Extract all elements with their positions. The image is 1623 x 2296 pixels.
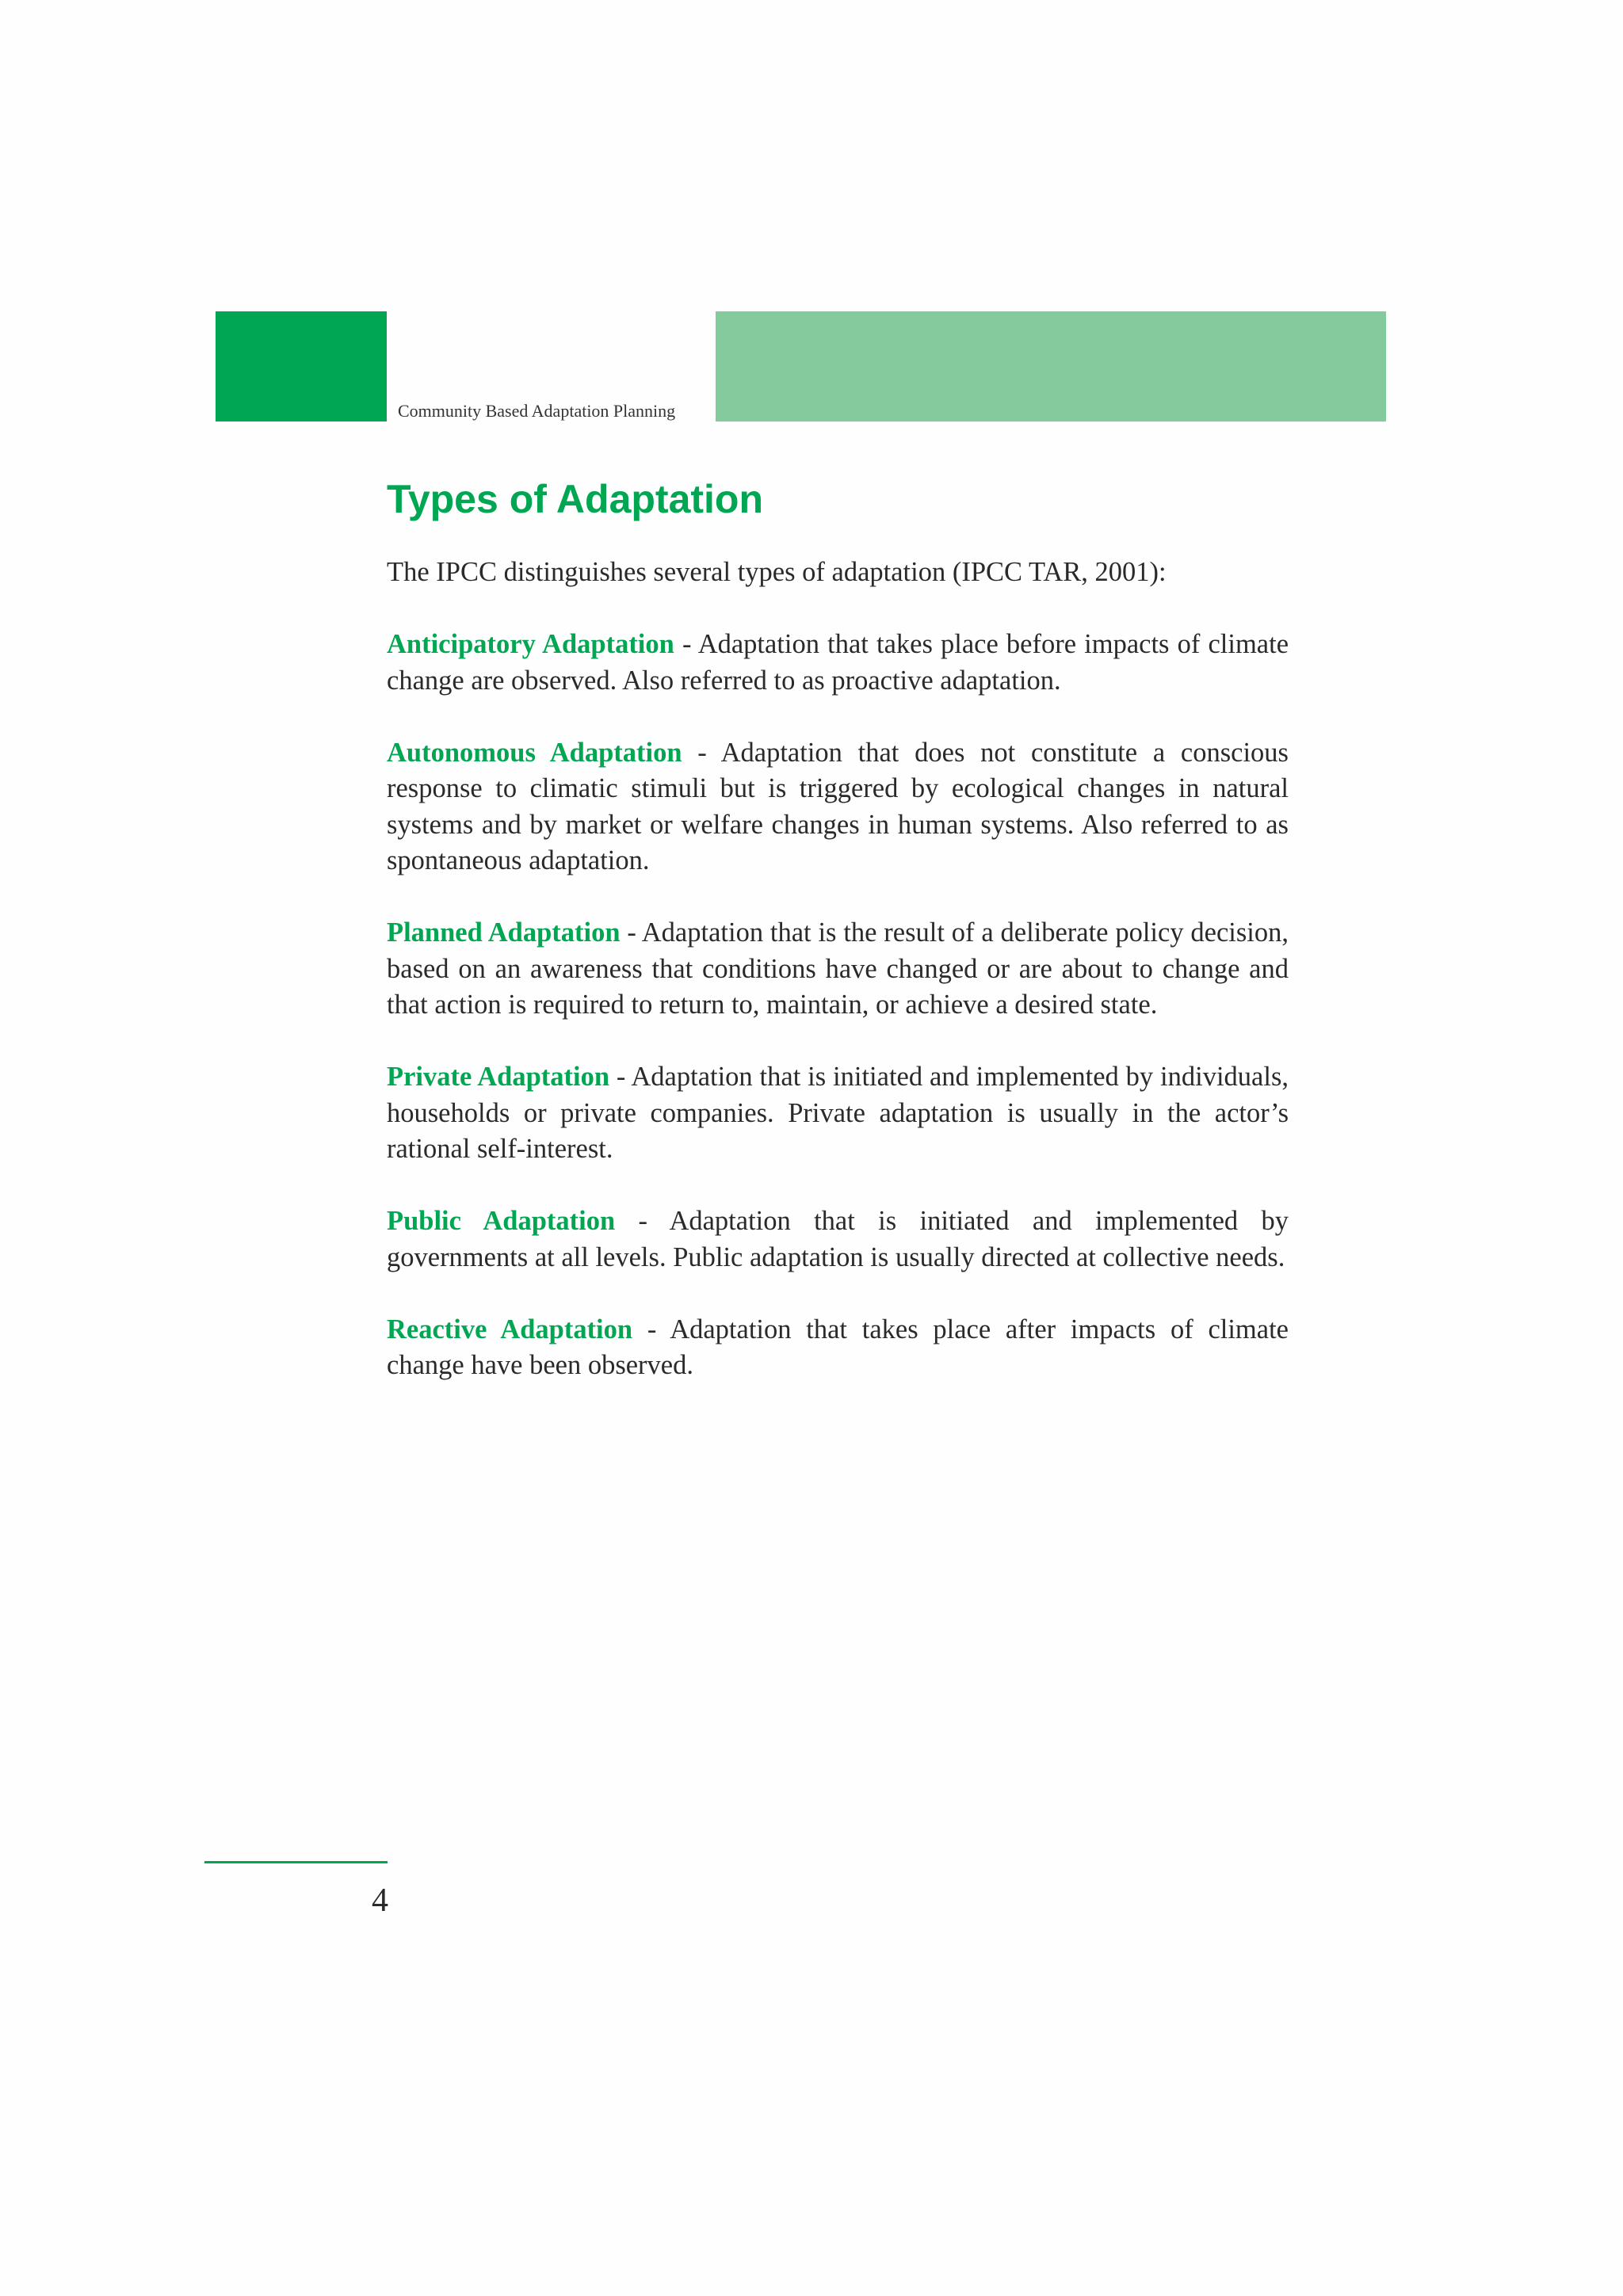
definition-term: Autonomous Adaptation bbox=[387, 737, 682, 768]
page-title: Types of Adaptation bbox=[387, 477, 763, 521]
definition-autonomous bbox=[387, 735, 1289, 879]
definition-term: Reactive Adaptation bbox=[387, 1314, 633, 1344]
definition-term: Anticipatory Adaptation bbox=[387, 629, 674, 659]
definition-anticipatory bbox=[387, 627, 1289, 699]
definition-public bbox=[387, 1203, 1289, 1276]
footer-rule bbox=[204, 1861, 388, 1863]
running-header-title: Community Based Adaptation Planning bbox=[398, 401, 676, 421]
definition-reactive bbox=[387, 1312, 1289, 1384]
definition-planned bbox=[387, 915, 1289, 1024]
header-color-block-dark bbox=[216, 311, 387, 421]
definition-text: - Adaptation that is the result of a deliberate policy decision, based on an awareness that conditions have changed or are about to change and that action is required to return to, maintain, or achieve a desired state. bbox=[387, 917, 1289, 1020]
definition-private bbox=[387, 1059, 1289, 1168]
intro-paragraph: The IPCC distinguishes several types of adaptation (IPCC TAR, 2001): bbox=[387, 557, 1167, 587]
header-color-block-light bbox=[716, 311, 1386, 421]
definition-text: - Adaptation that does not constitute a conscious response to climatic stimuli but is triggered by ecological changes in natural systems and by market or welfare changes in human systems. Also referred to as spontaneous adaptation. bbox=[387, 737, 1289, 875]
definition-text: - Adaptation that takes place before impacts of climate change are observed. Also referred to as proactive adaptation. bbox=[387, 629, 1289, 696]
definition-text: - Adaptation that is initiated and implemented by individuals, households or private companies. Private adaptation is usually in the actor’s rational self-interest. bbox=[387, 1062, 1289, 1164]
definition-term: Planned Adaptation bbox=[387, 917, 621, 948]
main-content bbox=[387, 555, 1289, 1420]
definition-term: Public Adaptation bbox=[387, 1206, 616, 1236]
definition-text: - Adaptation that is initiated and implemented by governments at all levels. Public adaptation is usually directed at collective needs. bbox=[387, 1206, 1289, 1272]
page-number: 4 bbox=[372, 1882, 388, 1919]
definition-term: Private Adaptation bbox=[387, 1062, 610, 1092]
definition-text: - Adaptation that takes place after impacts of climate change have been observed. bbox=[387, 1314, 1289, 1380]
